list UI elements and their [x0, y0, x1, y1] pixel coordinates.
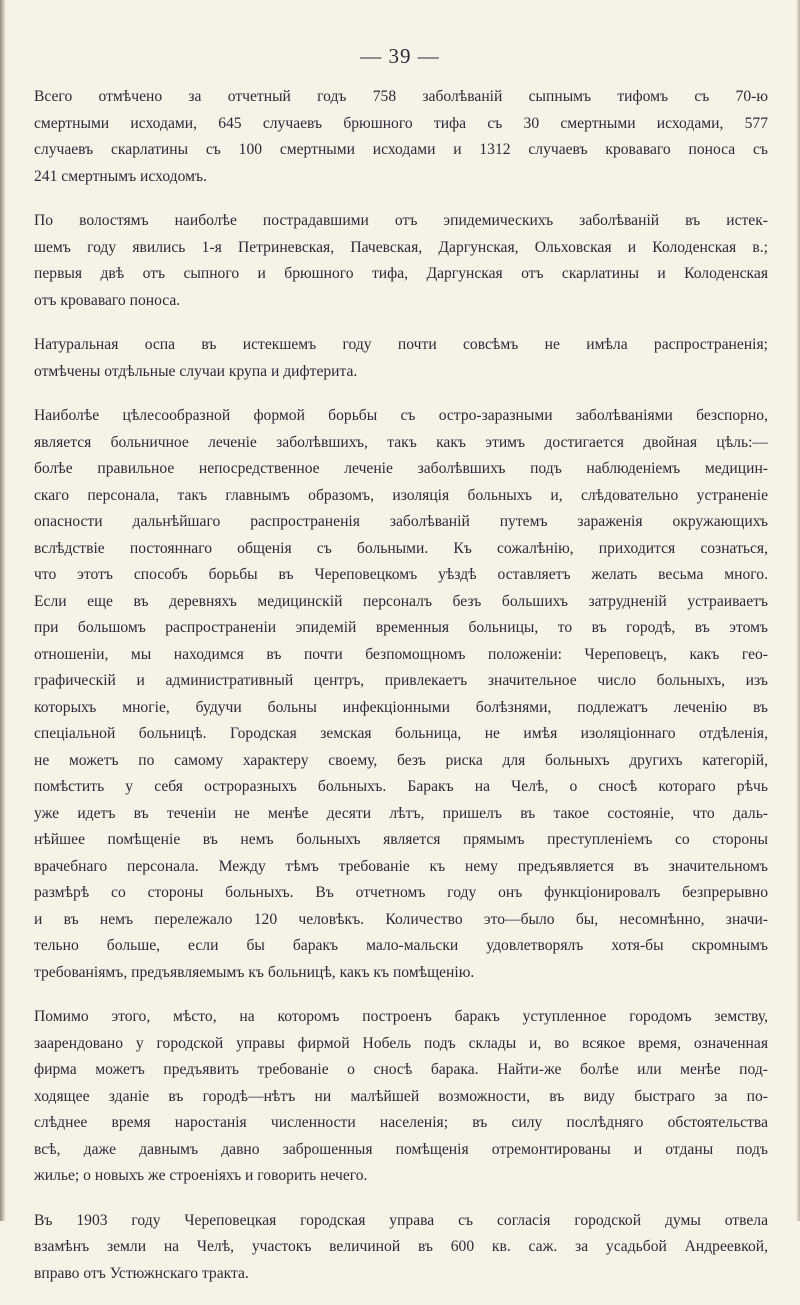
text-line: шемъ году явились 1-я Петриневская, Пачевская, Даргунская, Ольховская и Колоденская в.; [34, 238, 768, 256]
text-line: жилье; о новыхъ же строеніяхъ и говорить нечего. [34, 1167, 368, 1184]
text-line: спеціальной больницѣ. Городская земская больница, не имѣя изоляціоннаго отдѣленія, [34, 725, 768, 742]
text-line: не можетъ по самому характеру своему, безъ риска для больныхъ другихъ категорій, [34, 751, 768, 769]
text-line: скаго персонала, такъ главнымъ образомъ, изоляція больныхъ и, слѣдовательно устраненіе [34, 486, 768, 504]
text-line: фирма можетъ предъявить требованіе о сносѣ барака. Найти-же болѣе или менѣе под- [34, 1061, 768, 1078]
text-line: Наиболѣе цѣлесообразной формой борьбы съ остро-заразными заболѣваніями безспорно, [34, 407, 768, 424]
paragraph [34, 1208, 768, 1288]
page-number: — 39 — [360, 44, 440, 68]
text-line: Въ 1903 году Череповецкая городская управа съ согласія городской думы отвела [34, 1211, 768, 1229]
text-line: заарендовано у городской управы фирмой Нобель подъ склады и, во всякое время, означенная [34, 1034, 768, 1052]
text-line: Если еще въ деревняхъ медицинскій персоналъ безъ большихъ затрудненій устраиваетъ [34, 592, 768, 610]
text-line: и въ немъ перележало 120 человѣкъ. Количество это—было бы, несомнѣнно, значи- [34, 910, 768, 928]
text-line: вправо отъ Устюжнскаго тракта. [34, 1264, 249, 1282]
text-line: является больничное леченіе заболѣвшихъ, такъ какъ этимъ достигается двойная цѣль:— [34, 433, 768, 451]
text-line: болѣе правильное непосредственное леченіе заболѣвшихъ подъ наблюденіемъ медицин- [34, 460, 768, 477]
text-line: отмѣчены отдѣльные случаи крупа и дифтерита. [34, 362, 358, 380]
text-line: Помимо этого, мѣсто, на которомъ построенъ баракъ уступленное городомъ земству, [34, 1008, 768, 1025]
text-line: опасности дальнѣйшаго распространенія заболѣваній путемъ зараженія окружающихъ [34, 513, 768, 530]
text-line: случаевъ скарлатины съ 100 смертными исходами и 1312 случаевъ кровaваго поноса съ [34, 141, 768, 158]
paragraph [34, 332, 768, 385]
text-line: Всего отмѣчено за отчетный годъ 758 заболѣваній сыпнымъ тифомъ съ 70-ю [34, 88, 768, 105]
text-line: Натуральная оспа въ истекшемъ году почти совсѣмъ не имѣла распространенія; [34, 336, 768, 353]
text-line: нѣйшее помѣщеніе въ немъ больныхъ является прямымъ преступленіемъ со стороны [34, 831, 768, 848]
text-line: всѣ, даже давнымъ давно заброшенныя помѣщенія отремонтированы и отданы подъ [34, 1140, 768, 1158]
paragraph [34, 403, 768, 986]
text-line: отъ кровaваго поноса. [34, 291, 181, 309]
text-line: тельно больше, если бы баракъ мало-мальски удовлетворялъ хотя-бы скромнымъ [34, 937, 768, 954]
text-line: вслѣдствіе постояннаго общенія съ больными. Къ сожалѣнію, приходится сознаться, [34, 539, 768, 557]
text-line: требованіямъ, предъявляемымъ къ больницѣ, какъ къ помѣщенію. [34, 963, 475, 981]
text-line: 241 смертнымъ исходомъ. [34, 167, 207, 185]
text-line: слѣднее время наростанія численности населенія; въ силу послѣдняго обстоятельства [34, 1114, 768, 1131]
text-line: смертными исходами, 645 случаевъ брюшного тифа съ 30 смертными исходами, 577 [34, 114, 768, 132]
text-line: что этотъ способъ борьбы въ Череповецкомъ уѣздѣ оставляетъ желать весьма много. [34, 566, 768, 583]
text-line: По волостямъ наиболѣе пострадавшими отъ эпидемическихъ заболѣваній въ истек- [34, 212, 768, 229]
text-line: размѣрѣ со стороны больныхъ. Въ отчетномъ году онъ функціонировалъ безпрерывно [34, 884, 768, 901]
body-text [34, 84, 768, 1305]
text-line: которыхъ многіе, будучи больны инфекціонными болѣзнями, подлежатъ леченію въ [34, 698, 768, 716]
text-line: врачебнаго персонала. Между тѣмъ требованіе къ нему предъявляется въ значительномъ [34, 857, 768, 875]
text-line: ходящее зданіе въ городѣ—нѣтъ ни малѣйшей возможности, въ виду быстраго за по- [34, 1087, 768, 1105]
paragraph [34, 1004, 768, 1190]
text-line: первыя двѣ отъ сыпного и брюшного тифа, Даргунская отъ скарлатины и Колоденская [34, 265, 768, 282]
text-line: графическій и административный центръ, привлекаетъ значительное число больныхъ, изъ [34, 672, 768, 689]
text-line: взамѣнъ земли на Челѣ, участокъ величиной въ 600 кв. саж. за усадьбой Андреевкой, [34, 1238, 768, 1255]
page-edge-shadow-left [0, 0, 6, 1221]
paragraph [34, 208, 768, 314]
paragraph [34, 84, 768, 190]
text-line: уже идетъ въ теченіи не менѣе десяти лѣтъ, пришелъ въ такое состояніе, что даль- [34, 804, 768, 822]
text-line: помѣстить у себя остроразныхъ больныхъ. Баракъ на Челѣ, о сносѣ котораго рѣчь [34, 778, 768, 795]
text-line: отношеніи, мы находимся въ почти безпомощномъ положеніи: Череповецъ, какъ гео- [34, 645, 768, 663]
page-edge-shadow-right [796, 0, 800, 1221]
text-line: при большомъ распространеніи эпидемій временныя больницы, то въ городѣ, въ этомъ [34, 619, 768, 636]
